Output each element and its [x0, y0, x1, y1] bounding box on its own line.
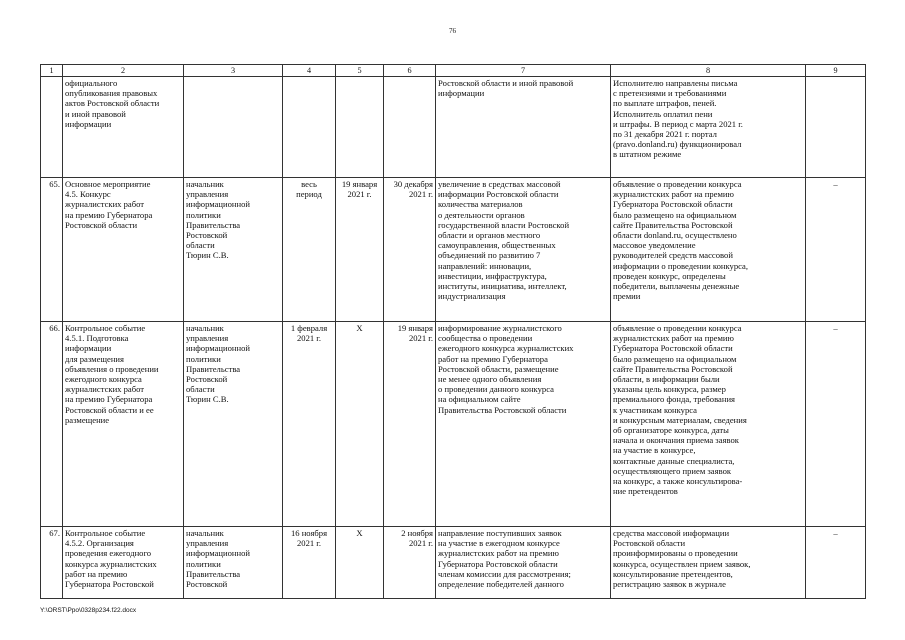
planned-date: [283, 77, 336, 178]
column-header: 3: [184, 65, 283, 77]
expected-result: Ростовской области и иной правовой информации: [436, 77, 611, 178]
measure-name: Контрольное событие 4.5.2. Организация проведения ежегодного конкурса журналистских работ на премию Губернатора Ростовской: [63, 527, 184, 599]
start-date: Х: [336, 322, 384, 527]
planned-date: 16 ноября 2021 г.: [283, 527, 336, 599]
measure-name: Контрольное событие 4.5.1. Подготовка информации для размещения объявления о проведении ежегодного конкурса журналистских работ на премию Губернатора Ростовской области и ее размещение: [63, 322, 184, 527]
end-date: 2 ноября 2021 г.: [384, 527, 436, 599]
actual-result: объявление о проведении конкурса журналистских работ на премию Губернатора Ростовской области было размещено на официальном сайте Правительства Ростовской области donland.ru, осуществлено массовое уведомление руководителей средств массовой информации о проведении конкурса, проведен конкурс, определены победители, выплачены денежные премии: [611, 178, 806, 322]
column-header: 7: [436, 65, 611, 77]
row-number: 67.: [41, 527, 63, 599]
responsible: [184, 77, 283, 178]
note: –: [806, 178, 866, 322]
end-date: 19 января 2021 г.: [384, 322, 436, 527]
column-header: 8: [611, 65, 806, 77]
planned-date: 1 февраля 2021 г.: [283, 322, 336, 527]
row-number: 66.: [41, 322, 63, 527]
measure-name: официального опубликования правовых актов Ростовской области и иной правовой информации: [63, 77, 184, 178]
responsible: начальник управления информационной политики Правительства Ростовской: [184, 527, 283, 599]
note: –: [806, 527, 866, 599]
table-row: [41, 178, 866, 322]
responsible: начальник управления информационной политики Правительства Ростовской области Тюрин С.В.: [184, 322, 283, 527]
expected-result: увеличение в средствах массовой информации Ростовской области количества материалов о деятельности органов государственной власти Ростовской области и органов местного самоуправления, общественных объединений по развитию 7 направлений: инновации, инвестиции, инфраструктура, институты, инициатива, интеллект, индустриализация: [436, 178, 611, 322]
start-date: Х: [336, 527, 384, 599]
row-number: 65.: [41, 178, 63, 322]
table-row: [41, 322, 866, 527]
column-header: 9: [806, 65, 866, 77]
expected-result: направление поступивших заявок на участие в ежегодном конкурсе журналистских работ на премию Губернатора Ростовской области членам комиссии для рассмотрения; определение победителей данного: [436, 527, 611, 599]
page-number: 76: [449, 27, 456, 35]
column-number-row: [41, 65, 866, 77]
column-header: 5: [336, 65, 384, 77]
column-header: 2: [63, 65, 184, 77]
start-date: [336, 77, 384, 178]
end-date: 30 декабря 2021 г.: [384, 178, 436, 322]
column-header: 6: [384, 65, 436, 77]
column-header: 1: [41, 65, 63, 77]
responsible: начальник управления информационной политики Правительства Ростовской области Тюрин С.В.: [184, 178, 283, 322]
measure-name: Основное мероприятие 4.5. Конкурс журналистских работ на премию Губернатора Ростовской области: [63, 178, 184, 322]
expected-result: информирование журналистского сообщества о проведении ежегодного конкурса журналистских работ на премию Губернатора Ростовской области, размещение не менее одного объявления о проведении данного конкурса на официальном сайте Правительства Ростовской области: [436, 322, 611, 527]
planned-date: весь период: [283, 178, 336, 322]
table-row: [41, 77, 866, 178]
actual-result: средства массовой информации Ростовской области проинформированы о проведении конкурса, осуществлен прием заявок, консультирование претендентов, регистрацию заявок в журнале: [611, 527, 806, 599]
note: [806, 77, 866, 178]
end-date: [384, 77, 436, 178]
actual-result: объявление о проведении конкурса журналистских работ на премию Губернатора Ростовской области было размещено на официальном сайте Правительства Ростовской области, в информации были указаны цель конкурса, размер премиального фонда, требования к участникам конкурса и конкурсным материалам, сведения об организаторе конкурса, даты начала и окончания приема заявок на участие в конкурсе, контактные данные специалиста, осуществляющего прием заявок на конкурс, а также консультирова- ние претендентов: [611, 322, 806, 527]
start-date: 19 января 2021 г.: [336, 178, 384, 322]
row-number: [41, 77, 63, 178]
table-row: [41, 527, 866, 599]
file-path-footer: Y:\ORST\Ppo\0328p234.f22.docx: [40, 607, 137, 614]
report-table: [40, 64, 866, 599]
note: –: [806, 322, 866, 527]
column-header: 4: [283, 65, 336, 77]
actual-result: Исполнителю направлены письма с претензиями и требованиями по выплате штрафов, пеней. Исполнитель оплатил пени и штрафы. В период с марта 2021 г. по 31 декабря 2021 г. портал (pravo.donland.ru) функционировал в штатном режиме: [611, 77, 806, 178]
